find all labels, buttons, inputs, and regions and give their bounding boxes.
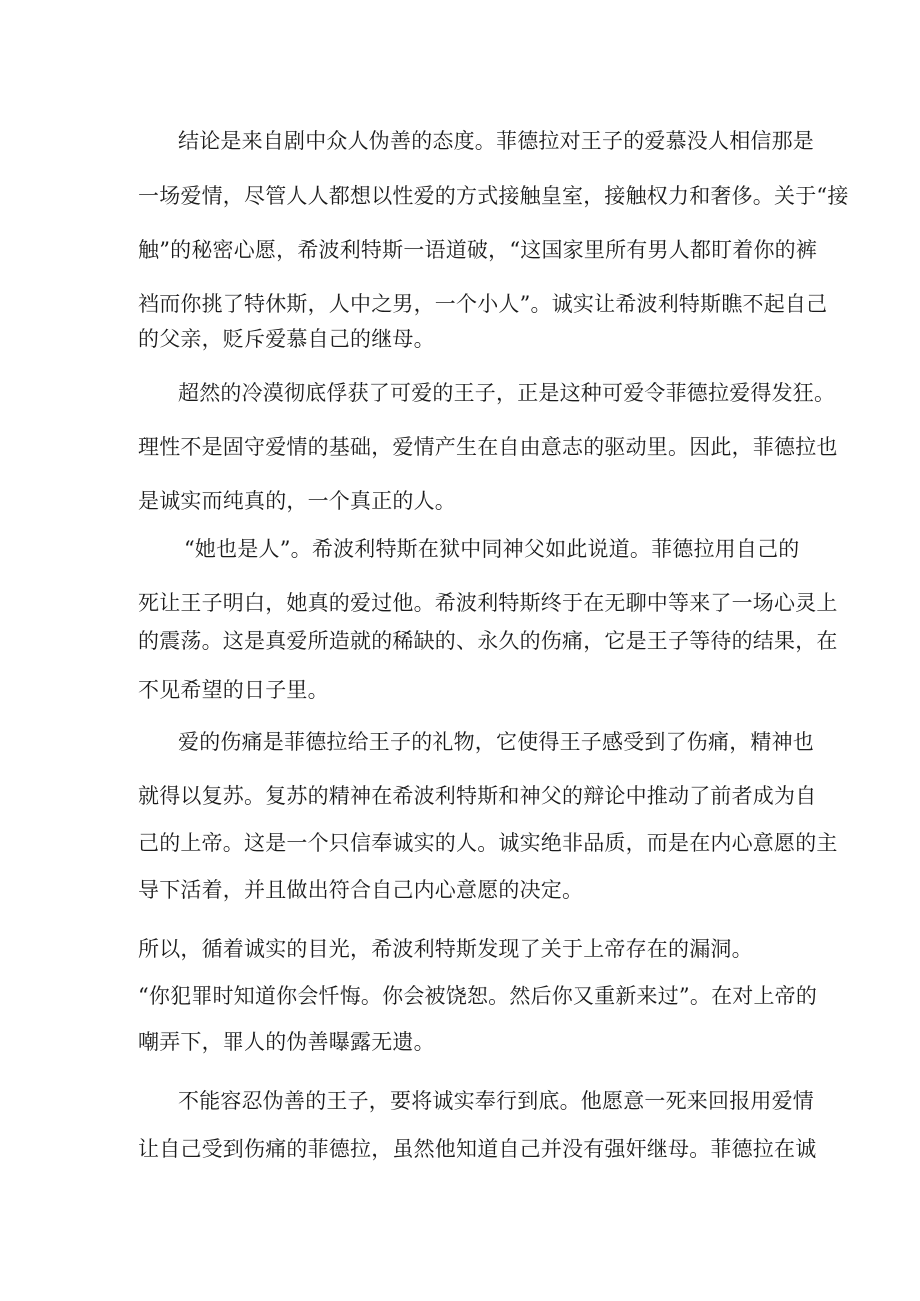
text-line: 理性不是固守爱情的基础，爱情产生在自由意志的驱动里。因此，菲德拉也 <box>138 435 838 459</box>
text-line: 己的上帝。这是一个只信奉诚实的人。诚实绝非品质，而是在内心意愿的主 <box>138 831 838 855</box>
text-line: 结论是来自剧中众人伪善的态度。菲德拉对王子的爱慕没人相信那是 <box>178 129 814 153</box>
text-line: 一场爱情，尽管人人都想以性爱的方式接触皇室，接触权力和奢侈。关于“接 <box>138 184 849 208</box>
text-line: 不见希望的日子里。 <box>138 678 329 702</box>
text-line: 就得以复苏。复苏的精神在希波利特斯和神父的辩论中推动了前者成为自 <box>138 784 817 808</box>
text-line: “你犯罪时知道你会忏悔。你会被饶恕。然后你又重新来过”。在对上帝的 <box>138 984 818 1008</box>
text-line: 触”的秘密心愿，希波利特斯一语道破，“这国家里所有男人都盯着你的裤 <box>138 238 818 262</box>
text-line: 爱的伤痛是菲德拉给王子的礼物，它使得王子感受到了伤痛，精神也 <box>178 730 814 754</box>
text-line: “她也是人”。希波利特斯在狱中同神父如此说道。菲德拉用自己的 <box>184 537 800 561</box>
text-line: 不能容忍伪善的王子，要将诚实奉行到底。他愿意一死来回报用爱情 <box>178 1089 814 1113</box>
text-line: 的震荡。这是真爱所造就的稀缺的、永久的伤痛，它是王子等待的结果，在 <box>138 629 838 653</box>
text-line: 所以，循着诚实的目光，希波利特斯发现了关于上帝存在的漏洞。 <box>138 937 753 961</box>
text-line: 是诚实而纯真的，一个真正的人。 <box>138 489 456 513</box>
text-line: 裆而你挑了特休斯，人中之男，一个小人”。诚实让希波利特斯瞧不起自己 <box>138 292 828 316</box>
text-line: 超然的冷漠彻底俘获了可爱的王子，正是这种可爱令菲德拉爱得发狂。 <box>178 381 836 405</box>
text-line: 嘲弄下，罪人的伪善曝露无遗。 <box>138 1030 435 1054</box>
text-line: 让自己受到伤痛的菲德拉，虽然他知道自己并没有强奸继母。菲德拉在诚 <box>138 1137 817 1161</box>
text-line: 死让王子明白，她真的爱过他。希波利特斯终于在无聊中等来了一场心灵上 <box>138 591 838 615</box>
text-line: 导下活着，并且做出符合自己内心意愿的决定。 <box>138 878 584 902</box>
text-line: 的父亲，贬斥爱慕自己的继母。 <box>138 327 435 351</box>
